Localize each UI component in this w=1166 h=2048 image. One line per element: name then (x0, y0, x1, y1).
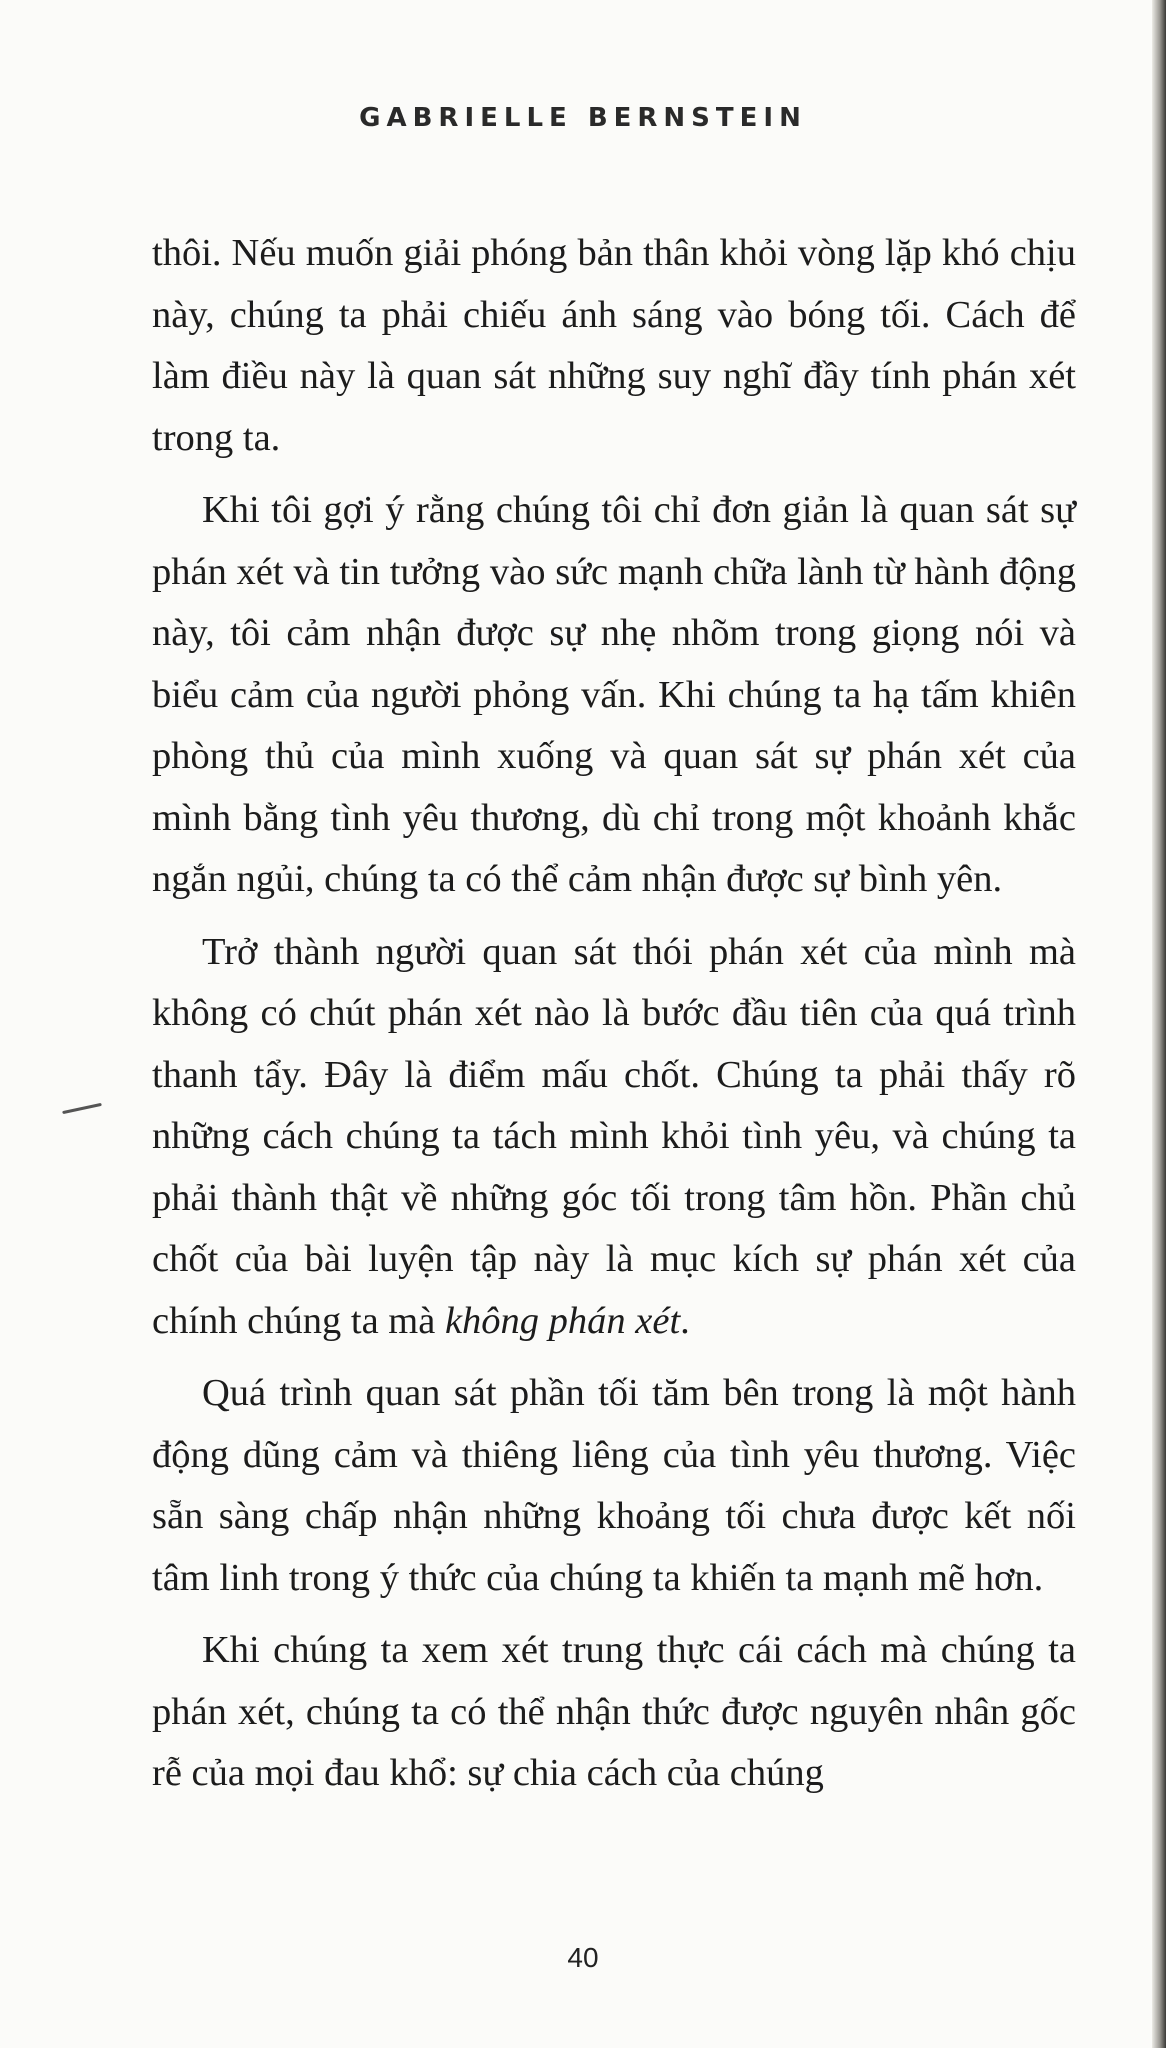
paragraph-4: Quá trình quan sát phần tối tăm bên trong là một hành động dũng cảm và thiêng liêng của tình yêu thương. Việc sẵn sàng chấp nhận những khoảng tối chưa được kết nối tâm linh trong ý thức của chúng ta khiến ta mạnh mẽ hơn. (152, 1372, 1076, 1599)
margin-mark (62, 1103, 102, 1114)
paragraph-3-text: Trở thành người quan sát thói phán xét của mình mà không có chút phán xét nào là bước đầu tiên của quá trình thanh tẩy. Đây là điểm mấu chốt. Chúng ta phải thấy rõ những cách chúng ta tách mình khỏi tình yêu, và chúng ta phải thành thật về những góc tối trong tâm hồn. Phần chủ chốt của bài luyện tập này là mục kích sự phán xét của chính chúng ta mà (152, 930, 1076, 1342)
paragraph-2: Khi tôi gợi ý rằng chúng tôi chỉ đơn giản là quan sát sự phán xét và tin tưởng vào sức mạnh chữa lành từ hành động này, tôi cảm nhận được sự nhẹ nhõm trong giọng nói và biểu cảm của người phỏng vấn. Khi chúng ta hạ tấm khiên phòng thủ của mình xuống và quan sát sự phán xét của mình bằng tình yêu thương, dù chỉ trong một khoảnh khắc ngắn ngủi, chúng ta có thể cảm nhận được sự bình yên. (152, 489, 1076, 900)
paragraph-3-end: . (680, 1299, 690, 1342)
page-edge-shadow (1152, 0, 1166, 2048)
paragraph-1: thôi. Nếu muốn giải phóng bản thân khỏi vòng lặp khó chịu này, chúng ta phải chiếu ánh sáng vào bóng tối. Cách để làm điều này là quan sát những suy nghĩ đầy tính phán xét trong ta. (152, 232, 1076, 459)
paragraph-3-emphasis: không phán xét (444, 1299, 681, 1342)
running-header: GABRIELLE BERNSTEIN (359, 103, 807, 133)
paragraph-5: Khi chúng ta xem xét trung thực cái cách mà chúng ta phán xét, chúng ta có thể nhận thức được nguyên nhân gốc rễ của mọi đau khổ: sự chia cách của chúng (152, 1629, 1076, 1794)
page-body (152, 223, 1076, 1816)
paragraph-3 (152, 922, 1076, 1353)
page-number: 40 (567, 1942, 599, 1973)
